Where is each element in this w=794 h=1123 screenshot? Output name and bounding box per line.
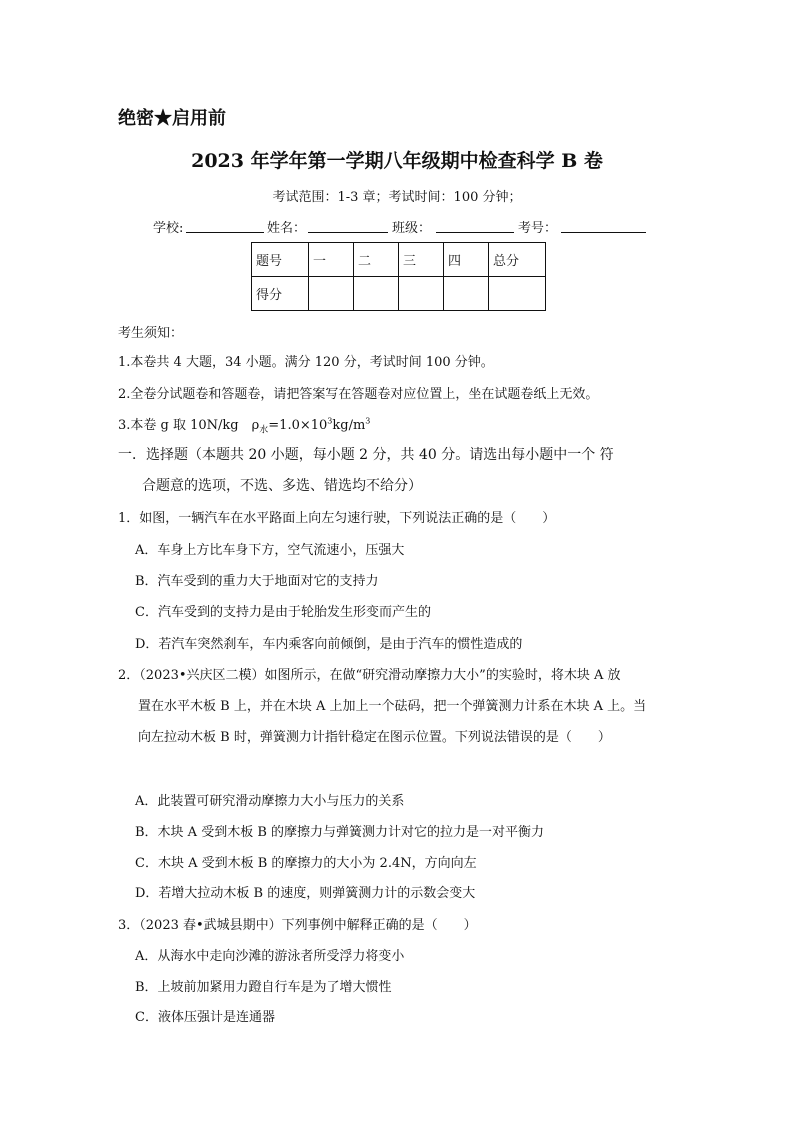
score-table-cell: 二 (354, 243, 399, 277)
notice-text: 3.本卷 g 取 10N/kg ρ (118, 418, 260, 433)
notice-subscript: 水 (259, 425, 269, 436)
exam-scope: 考试范围：1-3 章；考试时间：100 分钟； (272, 190, 522, 205)
score-table-cell: 得分 (252, 277, 309, 311)
notice-superscript: 3 (327, 416, 333, 426)
option-a: A．此装置可研究滑动摩擦力大小与压力的关系 (135, 794, 405, 809)
notice-superscript: 3 (365, 416, 371, 426)
score-input-cell[interactable] (309, 277, 354, 311)
exam-title: 2023 年学年第一学期八年级期中检查科学 B 卷 (191, 150, 603, 172)
option-d: D．若增大拉动木板 B 的速度，则弹簧测力计的示数会变大 (135, 886, 476, 901)
question-stem-cont: 置在水平木板 B 上，并在木块 A 上加上一个砝码，把一个弹簧测力计系在木块 A 上。当 (138, 699, 647, 714)
option-a: A．车身上方比车身下方，空气流速小，压强大 (135, 543, 405, 558)
school-blank[interactable] (186, 232, 264, 233)
score-table (251, 242, 546, 311)
option-b: B．汽车受到的重力大于地面对它的支持力 (135, 574, 379, 589)
question-stem: 2．（2023•兴庆区二模）如图所示，在做“研究滑动摩擦力大小”的实验时，将木块 A 放 (118, 668, 621, 683)
option-d: D．若汽车突然刹车，车内乘客向前倾倒，是由于汽车的惯性造成的 (135, 637, 523, 652)
class-blank[interactable] (436, 232, 514, 233)
confidential-mark: 绝密★启用前 (118, 108, 226, 129)
score-table-cell: 三 (399, 243, 444, 277)
score-input-cell[interactable] (489, 277, 546, 311)
name-blank[interactable] (308, 232, 388, 233)
option-c: C．汽车受到的支持力是由于轮胎发生形变而产生的 (135, 605, 431, 620)
question-stem: 1．如图，一辆汽车在水平路面上向左匀速行驶，下列说法正确的是（ ） (118, 511, 556, 526)
option-c: C．木块 A 受到木板 B 的摩擦力的大小为 2.4N，方向向左 (135, 856, 477, 871)
notice-item: 1.本卷共 4 大题，34 小题。满分 120 分，考试时间 100 分钟。 (118, 355, 494, 370)
question-stem: 3．（2023 春•武城县期中）下列事例中解释正确的是（ ） (118, 918, 477, 933)
section-heading: 一．选择题（本题共 20 小题，每小题 2 分，共 40 分。请选出每小题中一个 符 (118, 447, 614, 463)
score-table-cell: 一 (309, 243, 354, 277)
notice-text: =1.0×10 (268, 418, 328, 433)
number-label: 考号： (518, 221, 558, 236)
notice-text: kg/m (332, 418, 366, 433)
notice-item (118, 414, 370, 436)
notice-heading: 考生须知： (118, 326, 184, 341)
option-b: B．上坡前加紧用力蹬自行车是为了增大惯性 (135, 980, 392, 995)
score-input-cell[interactable] (444, 277, 489, 311)
score-input-cell[interactable] (354, 277, 399, 311)
school-label: 学校: (153, 221, 184, 236)
score-table-cell: 题号 (252, 243, 309, 277)
class-label: 班级： (392, 221, 432, 236)
number-blank[interactable] (561, 232, 646, 233)
option-b: B．木块 A 受到木板 B 的摩擦力与弹簧测力计对它的拉力是一对平衡力 (135, 825, 545, 840)
score-table-cell: 总分 (489, 243, 546, 277)
score-table-header-row (252, 243, 546, 277)
score-input-cell[interactable] (399, 277, 444, 311)
section-heading-cont: 合题意的选项，不选、多选、错选均不给分） (142, 478, 422, 494)
score-table-cell: 四 (444, 243, 489, 277)
notice-item: 2.全卷分试题卷和答题卷，请把答案写在答题卷对应位置上，坐在试题卷纸上无效。 (118, 387, 599, 402)
score-table-score-row (252, 277, 546, 311)
question-stem-cont: 向左拉动木板 B 时，弹簧测力计指针稳定在图示位置。下列说法错误的是（ ） (138, 730, 611, 745)
option-c: C．液体压强计是连通器 (135, 1010, 275, 1025)
option-a: A．从海水中走向沙滩的游泳者所受浮力将变小 (135, 949, 405, 964)
name-label: 姓名： (267, 221, 307, 236)
